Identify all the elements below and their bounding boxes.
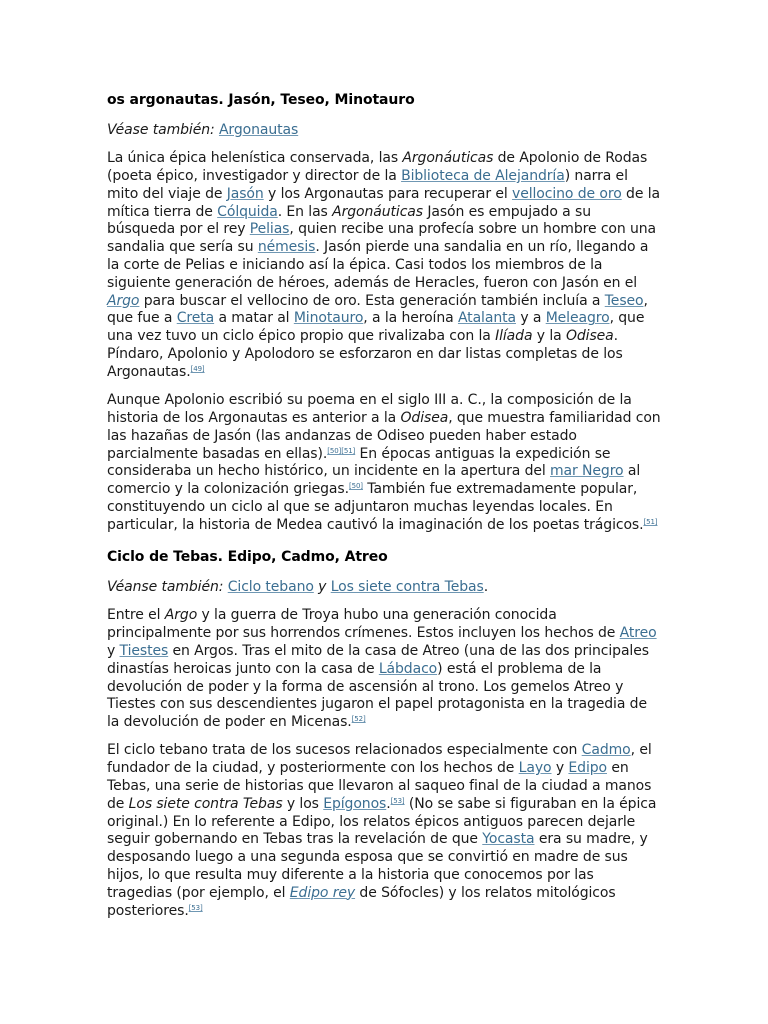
ref-link-53[interactable]: [53] bbox=[188, 903, 203, 912]
link-biblioteca-alejandria[interactable]: Biblioteca de Alejandría bbox=[401, 168, 565, 185]
link-yocasta[interactable]: Yocasta bbox=[482, 831, 535, 848]
see-also-note bbox=[107, 579, 663, 597]
ref-link-51[interactable]: [51] bbox=[643, 517, 658, 526]
italic-text: Odisea bbox=[400, 409, 449, 426]
ref-link-53[interactable]: [53] bbox=[390, 796, 405, 805]
link-epigonos[interactable]: Epígonos bbox=[323, 795, 387, 812]
text: En épocas antiguas la expedición se consideraba un hecho histórico, un incidente en la apertura del bbox=[107, 445, 611, 480]
text: de Sófocles) y los relatos mitológicos posteriores. bbox=[107, 884, 616, 919]
reference-superscript[interactable] bbox=[189, 904, 203, 912]
text: Jasón es empujado a su búsqueda por el rey bbox=[107, 203, 591, 238]
italic-link-text[interactable]: Argo bbox=[107, 292, 140, 309]
link-labdaco[interactable]: Lábdaco bbox=[378, 660, 438, 677]
italic-text: Argonáuticas bbox=[332, 203, 423, 220]
article-body bbox=[107, 88, 663, 931]
link-jason[interactable]: Jasón bbox=[226, 185, 264, 202]
text: Aunque Apolonio escribió su poema en el siglo III a. C., la composición de la historia de los Argonautas es anterior a la bbox=[107, 392, 632, 426]
reference-superscript[interactable] bbox=[327, 447, 355, 455]
reference-superscript[interactable] bbox=[352, 715, 366, 723]
link-layo[interactable]: Layo bbox=[518, 760, 552, 777]
see-also-note bbox=[107, 122, 663, 140]
text: . Jasón pierde una sandalia en un río, llegando a la corte de Pelias e iniciando así la épica. Casi todos los miembros de la siguiente generación de héroes, además de Heracles, fueron con Jasón en el bbox=[107, 239, 649, 291]
italic-text: Ilíada bbox=[495, 328, 533, 345]
link-ciclo-tebano[interactable]: Ciclo tebano bbox=[227, 579, 314, 596]
paragraph-tebas-1 bbox=[107, 607, 663, 732]
text: para buscar el vellocino de oro. Esta generación también incluía a bbox=[139, 292, 605, 309]
reference-superscript[interactable] bbox=[391, 797, 405, 805]
paragraph-argonautas-1 bbox=[107, 150, 663, 381]
ref-link-49[interactable]: [49] bbox=[190, 364, 205, 373]
paragraph-tebas-2 bbox=[107, 742, 663, 920]
italic-link-text[interactable]: Edipo rey bbox=[289, 884, 356, 901]
link-pelias[interactable]: Pelias bbox=[249, 221, 290, 238]
text: y bbox=[107, 642, 120, 659]
link-creta[interactable]: Creta bbox=[176, 310, 215, 327]
text: , el fundador de la ciudad, y posteriormente con los hechos de bbox=[107, 742, 652, 777]
link-teseo[interactable]: Teseo bbox=[604, 292, 644, 309]
text: en Argos. Tras el mito de la casa de Atreo (una de las dos principales dinastías heroicas junto con la casa de bbox=[107, 642, 649, 677]
see-also-end: . bbox=[483, 579, 489, 596]
text: , que una vez tuvo un ciclo épico propio que rivalizaba con la bbox=[107, 310, 645, 345]
link-argonautas[interactable]: Argonautas bbox=[218, 122, 299, 138]
text: ) está el problema de la devolución de poder y la forma de ascensión al trono. Los gemelos Atreo y Tiestes con sus descendientes jugaron el papel protagonista en la tragedia de la devolución de poder en Micenas. bbox=[107, 660, 647, 731]
text: . bbox=[386, 795, 391, 812]
text: de Apolonio de Rodas (poeta épico, investigador y director de la bbox=[107, 150, 648, 185]
text: , quien recibe una profecía sobre un hombre con una sandalia que sería su bbox=[107, 221, 657, 256]
link-atreo[interactable]: Atreo bbox=[619, 625, 657, 642]
text: (No se sabe si figuraban en la épica original.) En lo referente a Edipo, los relatos épicos antiguos parecen dejarle seguir gobernando en Tebas tras la revelación de que bbox=[107, 795, 657, 848]
italic-text: Argo bbox=[164, 607, 198, 624]
link-colquida[interactable]: Cólquida bbox=[217, 203, 278, 220]
link-cadmo[interactable]: Cadmo bbox=[581, 742, 631, 759]
link-minotauro[interactable]: Minotauro bbox=[293, 310, 364, 327]
text: . Píndaro, Apolonio y Apolodoro se esforzaron en dar listas completas de los Argonautas. bbox=[107, 328, 623, 380]
text: al comercio y la colonización griegas. bbox=[107, 463, 641, 498]
link-mar-negro[interactable]: mar Negro bbox=[550, 463, 624, 480]
link-siete-contra-tebas[interactable]: Los siete contra Tebas bbox=[330, 579, 484, 596]
link-atalanta[interactable]: Atalanta bbox=[457, 310, 516, 327]
text: Entre el bbox=[107, 607, 165, 624]
italic-text: Odisea bbox=[565, 328, 614, 345]
text: de la mítica tierra de bbox=[107, 185, 660, 220]
link-vellocino-de-oro[interactable]: vellocino de oro bbox=[512, 185, 622, 202]
text: . En las bbox=[277, 203, 333, 220]
link-edipo[interactable]: Edipo bbox=[568, 760, 607, 777]
section-heading-ciclo-tebas: Ciclo de Tebas. Edipo, Cadmo, Atreo bbox=[107, 549, 388, 566]
text: ) narra el mito del viaje de bbox=[107, 168, 628, 202]
see-also-label: Véase también: bbox=[107, 122, 215, 138]
text: También fue extremadamente popular, constituyendo un ciclo al que se adjuntaron muchas leyendas locales. En particular, la historia de Medea cautivó la imaginación de los poetas trágicos. bbox=[107, 481, 644, 533]
text: en Tebas, una serie de historias que llevaron al saqueo final de la ciudad a manos de bbox=[107, 760, 652, 812]
link-edipo-rey[interactable] bbox=[290, 885, 355, 901]
paragraph-argonautas-2 bbox=[107, 392, 663, 534]
text: y la bbox=[532, 328, 566, 345]
ref-link-50[interactable]: [50] bbox=[327, 446, 342, 455]
text: La única épica helenística conservada, las bbox=[107, 150, 403, 167]
link-meleagro[interactable]: Meleagro bbox=[545, 310, 610, 327]
text: , a la heroína bbox=[363, 310, 458, 327]
text: y los Argonautas para recuperar el bbox=[263, 185, 513, 202]
reference-superscript[interactable] bbox=[349, 482, 363, 490]
text: y los bbox=[282, 795, 324, 812]
italic-text: Los siete contra Tebas bbox=[128, 795, 283, 812]
text: El ciclo tebano trata de los sucesos relacionados especialmente con bbox=[107, 742, 582, 759]
italic-text: Argonáuticas bbox=[402, 150, 494, 167]
reference-superscript[interactable] bbox=[643, 518, 657, 526]
text: y la guerra de Troya hubo una generación conocida principalmente por sus horrendos crímenes. Estos incluyen los hechos de bbox=[107, 607, 620, 642]
ref-link-52[interactable]: [52] bbox=[351, 715, 366, 724]
link-argo[interactable] bbox=[107, 293, 139, 309]
text: era su madre, y desposando luego a una segunda esposa que se convirtió en madre de sus hijos, lo que resulta muy diferente a la historia que conocemos por las tragedias (por ejemplo, el bbox=[107, 831, 648, 901]
see-also-label: Véanse también: bbox=[107, 579, 224, 596]
text: y bbox=[551, 760, 569, 777]
text: , que fue a bbox=[107, 292, 648, 327]
ref-link-51[interactable]: [51] bbox=[341, 446, 356, 455]
text: , que muestra familiaridad con las hazañas de Jasón (las andanzas de Odiseo pueden haber estado parcialmente basadas en ellas). bbox=[107, 409, 661, 462]
link-nemesis[interactable]: némesis bbox=[257, 239, 316, 256]
section-heading-argonautas: os argonautas. Jasón, Teseo, Minotauro bbox=[107, 92, 415, 108]
text: y a bbox=[515, 310, 546, 327]
reference-superscript[interactable] bbox=[191, 365, 205, 373]
link-tiestes[interactable]: Tiestes bbox=[119, 642, 169, 659]
see-also-separator: y bbox=[313, 579, 331, 596]
text: a matar al bbox=[214, 310, 294, 327]
ref-link-50[interactable]: [50] bbox=[348, 482, 363, 491]
